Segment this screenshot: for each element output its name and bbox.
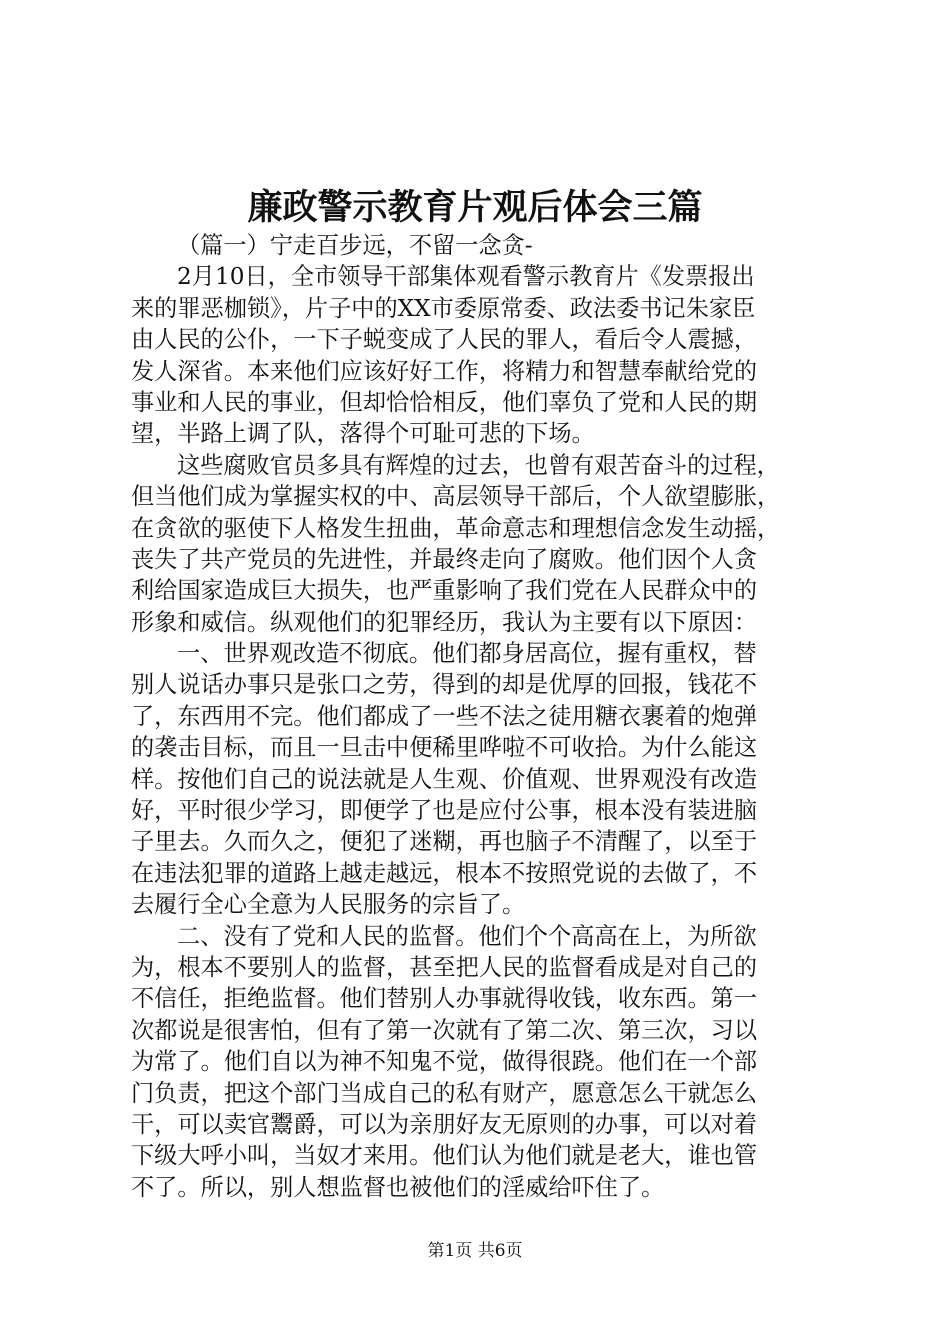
text-line: 来的罪恶枷锁》，片子中的XX市委原常委、政法委书记朱家臣 xyxy=(131,294,756,322)
text-line: （篇一）宁走百步远，不留一念贪- xyxy=(177,232,533,259)
text-line: 了，东西用不完。他们都成了一些不法之徒用糖衣裹着的炮弹 xyxy=(131,702,758,730)
text-line: 好，平时很少学习，即便学了也是应付公事，根本没有装进脑 xyxy=(131,797,758,825)
text-line: 事业和人民的事业，但却恰恰相反，他们辜负了党和人民的期 xyxy=(131,388,758,416)
text-line: 但当他们成为掌握实权的中、高层领导干部后，个人欲望膨胀， xyxy=(131,483,781,511)
document-title: 廉政警示教育片观后体会三篇 xyxy=(247,187,703,228)
text-line: 的袭击目标，而且一旦击中便稀里哗啦不可收拾。为什么能这 xyxy=(131,734,758,762)
text-line: 门负责，把这个部门当成自己的私有财产，愿意怎么干就怎么 xyxy=(131,1079,758,1107)
text-line: 二、没有了党和人民的监督。他们个个高高在上，为所欲 xyxy=(177,922,757,950)
text-line: 次都说是很害怕，但有了第一次就有了第二次、第三次，习以 xyxy=(131,1016,758,1044)
text-line: 2月10日，全市领导干部集体观看警示教育片《发票报出 xyxy=(177,263,755,291)
text-line: 丧失了共产党员的先进性，并最终走向了腐败。他们因个人贪 xyxy=(131,545,758,573)
text-line: 望，半路上调了队，落得个可耻可悲的下场。 xyxy=(131,420,595,448)
text-line: 不了。所以，别人想监督也被他们的淫威给吓住了。 xyxy=(131,1173,665,1201)
page-footer: 第1页 共6页 xyxy=(427,1241,523,1261)
text-line: 形象和威信。纵观他们的犯罪经历，我认为主要有以下原因： xyxy=(131,608,758,636)
text-line: 利给国家造成巨大损失，也严重影响了我们党在人民群众中的 xyxy=(131,577,758,605)
text-line: 不信任，拒绝监督。他们替别人办事就得收钱，收东西。第一 xyxy=(131,985,758,1013)
text-line: 为常了。他们自以为神不知鬼不觉，做得很跷。他们在一个部 xyxy=(131,1048,758,1076)
text-line: 子里去。久而久之，便犯了迷糊，再也脑子不清醒了，以至于 xyxy=(131,828,758,856)
text-line: 在违法犯罪的道路上越走越远，根本不按照党说的去做了，不 xyxy=(131,859,758,887)
text-line: 为，根本不要别人的监督，甚至把人民的监督看成是对自己的 xyxy=(131,953,758,981)
document-body xyxy=(131,230,831,1203)
text-line: 下级大呼小叫，当奴才来用。他们认为他们就是老大，谁也管 xyxy=(131,1142,758,1170)
text-line: 干，可以卖官鬻爵，可以为亲朋好友无原则的办事，可以对着 xyxy=(131,1110,758,1138)
text-line: 发人深省。本来他们应该好好工作，将精力和智慧奉献给党的 xyxy=(131,357,758,385)
text-line: 样。按他们自己的说法就是人生观、价值观、世界观没有改造 xyxy=(131,765,758,793)
text-line: 一、世界观改造不彻底。他们都身居高位，握有重权，替 xyxy=(177,640,757,668)
text-line: 这些腐败官员多具有辉煌的过去，也曾有艰苦奋斗的过程， xyxy=(177,451,780,479)
text-line: 在贪欲的驱使下人格发生扭曲，革命意志和理想信念发生动摇， xyxy=(131,514,781,542)
text-line: 由人民的公仆，一下子蜕变成了人民的罪人，看后令人震撼， xyxy=(131,326,758,354)
text-line: 别人说话办事只是张口之劳，得到的却是优厚的回报，钱花不 xyxy=(131,671,758,699)
text-line: 去履行全心全意为人民服务的宗旨了。 xyxy=(131,891,526,919)
